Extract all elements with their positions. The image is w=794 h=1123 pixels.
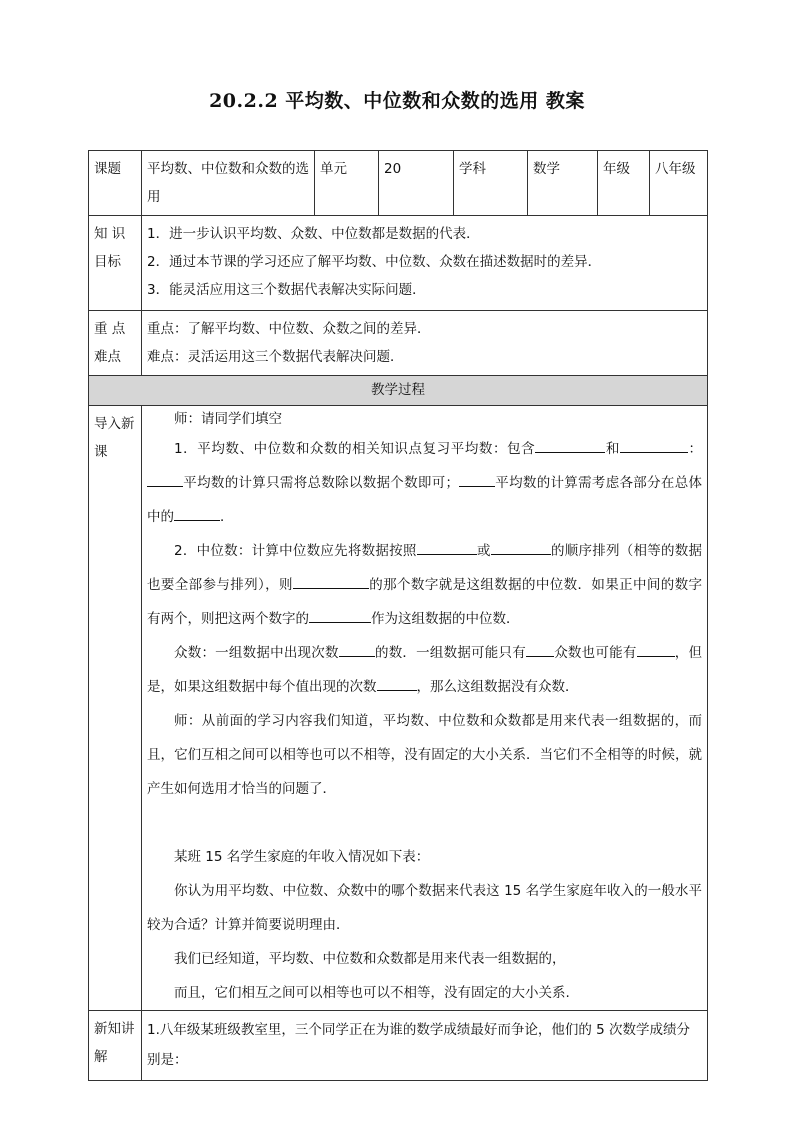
fill-blank[interactable]	[147, 472, 183, 487]
newknow-label: 新知讲解	[94, 1021, 135, 1065]
grade-value: 八年级	[655, 161, 696, 177]
fill-blank[interactable]	[377, 676, 417, 691]
goals-row	[89, 216, 708, 311]
mean-paragraph: 1．平均数、中位数和众数的相关知识点复习平均数：包含 和 ：平均数的计算只需将总数除以数据个数即可； 平均数的计算需考虑各部分在总体中的 ．	[147, 432, 702, 534]
page-title: 20.2.2 平均数、中位数和众数的选用 教案	[209, 90, 585, 112]
fill-blank[interactable]	[174, 506, 220, 521]
subject-label: 课题	[94, 161, 121, 177]
recap-line-2: 而且，它们相互之间可以相等也可以不相等，没有固定的大小关系.	[174, 985, 570, 1001]
newknow-row	[89, 1011, 708, 1081]
goal-item: 3．能灵活应用这三个数据代表解决实际问题．	[147, 282, 426, 298]
fill-blank[interactable]	[637, 642, 675, 657]
fill-blank[interactable]	[417, 540, 477, 555]
discipline-value: 数学	[533, 161, 560, 177]
fill-blank[interactable]	[293, 574, 369, 589]
goals-label-line1: 知 识	[94, 226, 126, 242]
recap-line-1: 我们已经知道，平均数、中位数和众数都是用来代表一组数据的，	[174, 951, 566, 967]
intro-row	[89, 406, 708, 1011]
key-label-line1: 重 点	[94, 321, 126, 337]
key-row	[89, 311, 708, 376]
process-header-row	[89, 376, 708, 406]
mode-paragraph: 众数：一组数据中出现次数 的数．一组数据可能只有 众数也可能有 ，但是，如果这组数据中每个值出现的次数 ，那么这组数据没有众数．	[147, 636, 702, 704]
grade-label: 年级	[603, 161, 630, 177]
key-label-line2: 难点	[94, 349, 121, 365]
median-paragraph: 2．中位数：计算中位数应先将数据按照 或 的顺序排列（相等的数据也要全部参与排列），则 的那个数字就是这组数据的中位数．如果正中间的数字有两个，则把这两个数字的 作为这组数据的中位数．	[147, 534, 702, 636]
goals-label-line2: 目标	[94, 254, 121, 270]
unit-label: 单元	[320, 161, 347, 177]
process-header: 教学过程	[89, 376, 708, 406]
goal-item: 1．进一步认识平均数、众数、中位数都是数据的代表．	[147, 226, 480, 242]
newknow-text: 1.八年级某班级教室里，三个同学正在为谁的数学成绩最好而争论，他们的 5 次数学成绩分别是：	[147, 1022, 691, 1068]
lesson-plan-table	[88, 150, 708, 1081]
subject-value: 平均数、中位数和众数的选用	[147, 161, 309, 205]
teacher-summary: 师：从前面的学习内容我们知道，平均数、中位数和众数都是用来代表一组数据的，而且，它们互相之间可以相等也可以不相等，没有固定的大小关系．当它们不全相等的时候，就产生如何选用才恰当的问题了．	[147, 713, 702, 797]
income-question: 你认为用平均数、中位数、众数中的哪个数据来代表这 15 名学生家庭年收入的一般水平较为合适？计算并简要说明理由．	[147, 883, 702, 933]
fill-blank[interactable]	[491, 540, 551, 555]
discipline-label: 学科	[459, 161, 486, 177]
fill-blank[interactable]	[339, 642, 375, 657]
teacher-line: 师：请同学们填空	[174, 411, 282, 427]
fill-blank[interactable]	[309, 608, 371, 623]
fill-blank[interactable]	[535, 438, 605, 453]
intro-label: 导入新课	[94, 416, 135, 460]
unit-value: 20	[384, 161, 402, 177]
goal-item: 2．通过本节课的学习还应了解平均数、中位数、众数在描述数据时的差异．	[147, 254, 602, 270]
fill-blank[interactable]	[620, 438, 688, 453]
header-row	[89, 151, 708, 216]
income-intro: 某班 15 名学生家庭的年收入情况如下表：	[174, 849, 430, 865]
fill-blank[interactable]	[459, 472, 495, 487]
key-point: 重点：了解平均数、中位数、众数之间的差异．	[147, 321, 431, 337]
fill-blank[interactable]	[526, 642, 554, 657]
difficult-point: 难点：灵活运用这三个数据代表解决问题．	[147, 349, 404, 365]
